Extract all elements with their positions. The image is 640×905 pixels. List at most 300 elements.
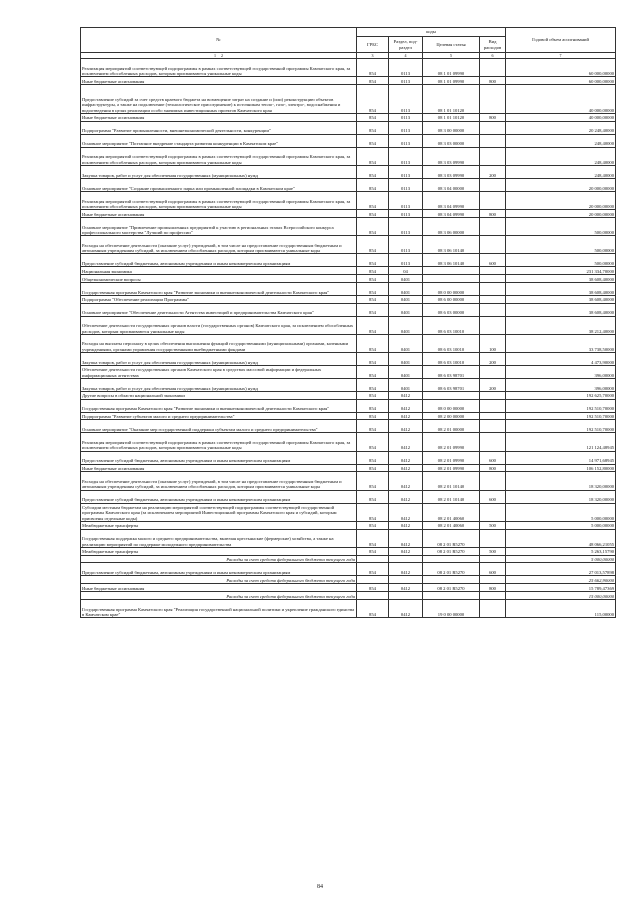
col-header-razdel: Раздел, под-раздел [389, 37, 423, 53]
row-razdel: 0412 [389, 391, 423, 399]
row-grbs: 854 [357, 378, 389, 391]
table-row [81, 529, 616, 547]
row-cs: 08 3 06 10140 [423, 235, 480, 253]
row-cs: 08 3 04 00000 [423, 178, 480, 191]
row-grbs: 854 [357, 503, 389, 521]
row-grbs: 854 [357, 217, 389, 235]
row-sum: 15 000,00000 [506, 592, 616, 600]
table-row [81, 399, 616, 412]
table-row [81, 503, 616, 521]
row-razdel: 0412 [389, 599, 423, 617]
row-sum: 4 473,90000 [506, 352, 616, 365]
row-sum: 396,00000 [506, 365, 616, 378]
table-row [81, 191, 616, 209]
table-row [81, 165, 616, 178]
table-row [81, 147, 616, 165]
row-cs: 08 2 01 R5270 [423, 547, 480, 555]
row-sum: 60 000,00000 [506, 59, 616, 77]
row-razdel: 0113 [389, 113, 423, 121]
table-row [81, 563, 616, 576]
row-sum: 18 320,00000 [506, 490, 616, 503]
row-cs [423, 592, 480, 600]
row-vr [480, 391, 506, 399]
row-name: Закупка товаров, работ и услуг для обеспечения государственных (муниципальных) нужд [81, 352, 357, 365]
row-name: Расходы на обеспечение деятельности (оказание услуг) учреждений, в том числе на предоставление государственным бюджетным и автономным учреждениям субсидий, за исключением обособленных расходов, которым присваиваются уникальные коды [81, 235, 357, 253]
row-razdel: 0113 [389, 77, 423, 85]
row-cs [423, 391, 480, 399]
row-name: Иные бюджетные ассигнования [81, 584, 357, 592]
row-vr: 800 [480, 464, 506, 472]
row-name: Закупка товаров, работ и услуг для обеспечения государственных (муниципальных) нужд [81, 165, 357, 178]
row-grbs [357, 555, 389, 563]
row-razdel: 0113 [389, 178, 423, 191]
row-sum: 248,40000 [506, 134, 616, 147]
row-grbs: 854 [357, 334, 389, 352]
row-sum: 231 334,70000 [506, 267, 616, 275]
row-vr [480, 599, 506, 617]
table-row [81, 365, 616, 378]
row-cs: 08 6 03 10010 [423, 352, 480, 365]
row-grbs: 854 [357, 147, 389, 165]
table-row [81, 352, 616, 365]
table-row [81, 490, 616, 503]
row-name: Иные бюджетные ассигнования [81, 464, 357, 472]
col-num-4: 4 [389, 53, 423, 59]
row-razdel: 0412 [389, 547, 423, 555]
row-razdel: 0412 [389, 472, 423, 490]
row-name: Государственная программа Камчатского края "Развитие экономики и внешнеэкономической деятельности Камчатского края" [81, 282, 357, 295]
row-razdel: 0113 [389, 165, 423, 178]
table-row [81, 295, 616, 303]
row-vr [480, 274, 506, 282]
row-vr [480, 529, 506, 547]
row-vr: 200 [480, 352, 506, 365]
row-vr [480, 85, 506, 114]
col-header-number: № [81, 28, 357, 53]
row-name: Предоставление субсидий бюджетным, автономным учреждениям и иным некоммерческим организациям [81, 490, 357, 503]
table-row [81, 599, 616, 617]
row-cs: 08 3 06 10140 [423, 254, 480, 267]
row-name: Обеспечение деятельности государственных органов Камчатского края в средствах массовой информации и федеральных информационных агентствах [81, 365, 357, 378]
row-vr [480, 399, 506, 412]
row-sum: 27 013,57898 [506, 563, 616, 576]
row-vr [480, 178, 506, 191]
row-grbs: 854 [357, 365, 389, 378]
row-grbs: 854 [357, 563, 389, 576]
row-grbs: 854 [357, 420, 389, 433]
row-cs: 08 3 04 09990 [423, 209, 480, 217]
col-num-7: 7 [506, 53, 616, 59]
table-row [81, 282, 616, 295]
row-cs: 08 1 01 09990 [423, 77, 480, 85]
row-sum: 115,00000 [506, 599, 616, 617]
row-name: Основное мероприятие "Оказание мер государственной поддержки субъектам малого и среднего предпринимательства" [81, 420, 357, 433]
row-name: Предоставление субсидий бюджетным, автономным учреждениям и иным некоммерческим организациям [81, 563, 357, 576]
row-name: Расходы на выплаты персоналу в целях обеспечения выполнения функций государственными (муниципальными) органами, казенными учреждениями, органами управления государственными внебюджетными фондами [81, 334, 357, 352]
row-name: Предоставление субсидий бюджетным, автономным учреждениям и иным некоммерческим организациям [81, 254, 357, 267]
table-body [81, 59, 616, 618]
row-vr: 500 [480, 521, 506, 529]
row-vr [480, 316, 506, 334]
row-razdel [389, 555, 423, 563]
table-row [81, 254, 616, 267]
row-sum: 5 000,00000 [506, 521, 616, 529]
row-razdel: 0401 [389, 365, 423, 378]
table-row [81, 433, 616, 451]
row-razdel: 0412 [389, 399, 423, 412]
row-grbs: 854 [357, 316, 389, 334]
row-razdel: 0113 [389, 209, 423, 217]
row-grbs: 854 [357, 77, 389, 85]
row-vr [480, 282, 506, 295]
table-row [81, 334, 616, 352]
row-name: Межбюджетные трансферты [81, 547, 357, 555]
row-sum: 38 608,40000 [506, 274, 616, 282]
row-razdel: 0401 [389, 282, 423, 295]
row-sum: 192 510,70000 [506, 420, 616, 433]
table-row [81, 267, 616, 275]
row-name: Иные бюджетные ассигнования [81, 113, 357, 121]
row-cs: 19 0 00 00000 [423, 599, 480, 617]
row-sum: 14 971,68945 [506, 451, 616, 464]
row-grbs: 854 [357, 412, 389, 420]
table-row [81, 420, 616, 433]
row-grbs: 854 [357, 209, 389, 217]
row-name: Подпрограмма "Развитие промышленности, внешнеэкономической деятельности, конкуренции" [81, 121, 357, 134]
row-grbs: 854 [357, 282, 389, 295]
row-cs: 08 3 03 09990 [423, 147, 480, 165]
row-name: Государственная поддержка малого и среднего предпринимательства, включая крестьянские (фермерские) хозяйства, а также на реализацию мероприятий по поддержке молодежного предпринимательства [81, 529, 357, 547]
row-vr: 600 [480, 563, 506, 576]
table-row [81, 451, 616, 464]
row-razdel: 0412 [389, 464, 423, 472]
col-num-3: 3 [357, 53, 389, 59]
row-razdel: 0113 [389, 85, 423, 114]
row-cs: 08 2 01 R5270 [423, 584, 480, 592]
row-razdel: 0401 [389, 334, 423, 352]
table-row [81, 584, 616, 592]
col-num-6: 6 [480, 53, 506, 59]
row-vr [480, 59, 506, 77]
row-name: Иные бюджетные ассигнования [81, 209, 357, 217]
row-cs: 08 2 01 40060 [423, 521, 480, 529]
row-razdel: 0113 [389, 217, 423, 235]
row-cs: 08 1 01 10120 [423, 113, 480, 121]
row-sum: 500,00000 [506, 217, 616, 235]
row-name: Основное мероприятие "Создание промышленного парка или промышленной площадки в Камчатском крае" [81, 178, 357, 191]
table-row [81, 555, 616, 563]
row-grbs: 854 [357, 165, 389, 178]
table-row [81, 209, 616, 217]
row-cs: 08 3 06 00000 [423, 217, 480, 235]
row-cs: 08 2 01 40060 [423, 503, 480, 521]
row-vr [480, 303, 506, 316]
row-sum: 25 662,90000 [506, 576, 616, 584]
row-name: Реализация мероприятий соответствующей подпрограммы в рамках соответствующей государственной программы Камчатского края, за исключением обособленных расходов, которым присваиваются уникальные коды [81, 147, 357, 165]
row-name: Основное мероприятие "Поэтапное внедрение стандарта развития конкуренции в Камчатском крае" [81, 134, 357, 147]
row-vr: 800 [480, 209, 506, 217]
row-vr: 500 [480, 547, 506, 555]
row-grbs: 854 [357, 59, 389, 77]
row-vr: 800 [480, 584, 506, 592]
row-name: Основное мероприятие "Обеспечение деятельности Агентства инвестиций и предпринимательства Камчатского края" [81, 303, 357, 316]
row-name: Реализация мероприятий соответствующей подпрограммы в рамках соответствующей государственной программы Камчатского края, за исключением обособленных расходов, которым присваиваются уникальные коды [81, 433, 357, 451]
row-name: Предоставление субсидий за счет средств краевого бюджета на возмещение затрат на создание и (или) реконструкцию объектов инфраструктуры, а также на подключение (технологическое присоединение) к источникам тепло-, газо-, электро-, водоснабжения и водоотведения в целях реализации особо значимых инвестиционных проектов Камчатского края [81, 85, 357, 114]
row-sum: 40 000,00000 [506, 113, 616, 121]
table-row [81, 303, 616, 316]
row-sum: 500,00000 [506, 235, 616, 253]
row-vr [480, 433, 506, 451]
col-header-grbs: ГРБС [357, 37, 389, 53]
row-cs: 08 6 03 10010 [423, 316, 480, 334]
row-vr [480, 503, 506, 521]
row-razdel: 0412 [389, 490, 423, 503]
row-cs: 08 1 01 10120 [423, 85, 480, 114]
row-sum: 20 248,40000 [506, 121, 616, 134]
row-vr [480, 420, 506, 433]
row-grbs: 854 [357, 464, 389, 472]
row-grbs [357, 592, 389, 600]
row-grbs: 854 [357, 134, 389, 147]
table-row [81, 113, 616, 121]
row-cs: 08 2 01 10140 [423, 490, 480, 503]
row-cs: 08 2 00 00000 [423, 412, 480, 420]
row-vr [480, 217, 506, 235]
row-vr [480, 576, 506, 584]
row-sum: 38 608,40000 [506, 295, 616, 303]
row-sum: 5 000,00000 [506, 555, 616, 563]
row-name: Подпрограмма "Обеспечение реализации Программы" [81, 295, 357, 303]
row-name: Расходы за счет средств федерального бюджета текущего года [81, 555, 357, 563]
table-row [81, 521, 616, 529]
row-razdel: 0113 [389, 254, 423, 267]
col-num-1: 1 2 [81, 53, 357, 59]
row-vr [480, 295, 506, 303]
row-razdel [389, 592, 423, 600]
row-sum: 500,00000 [506, 254, 616, 267]
row-razdel: 0113 [389, 121, 423, 134]
row-razdel: 0401 [389, 316, 423, 334]
row-sum: 396,00000 [506, 378, 616, 391]
row-cs: 08 6 03 98701 [423, 365, 480, 378]
row-sum: 192 510,70000 [506, 399, 616, 412]
row-name: Государственная программа Камчатского края "Реализация государственной национальной политики и укрепление гражданского единства в Камчатском крае" [81, 599, 357, 617]
row-grbs: 854 [357, 599, 389, 617]
row-razdel: 04 [389, 267, 423, 275]
row-name: Государственная программа Камчатского края "Развитие экономики и внешнеэкономической деятельности Камчатского края" [81, 399, 357, 412]
row-razdel: 0412 [389, 521, 423, 529]
row-grbs: 854 [357, 547, 389, 555]
table-row [81, 576, 616, 584]
table-row [81, 235, 616, 253]
row-sum: 248,40000 [506, 147, 616, 165]
row-vr [480, 191, 506, 209]
row-cs: 08 2 01 09990 [423, 451, 480, 464]
budget-table [80, 27, 616, 618]
row-cs: 08 2 01 09990 [423, 464, 480, 472]
row-name: Расходы на обеспечение деятельности (оказание услуг) учреждений, в том числе на предоставление государственным бюджетным и автономным учреждениям субсидий, за исключением обособленных расходов, которым присваиваются уникальные коды [81, 472, 357, 490]
row-grbs: 854 [357, 303, 389, 316]
row-sum: 20 000,00000 [506, 191, 616, 209]
row-vr: 200 [480, 378, 506, 391]
row-cs: 08 6 00 00000 [423, 295, 480, 303]
row-vr: 600 [480, 254, 506, 267]
row-razdel: 0113 [389, 134, 423, 147]
row-sum: 5 000,00000 [506, 503, 616, 521]
row-razdel: 0113 [389, 59, 423, 77]
col-num-5: 5 [423, 53, 480, 59]
row-name: Подпрограмма "Развитие субъектов малого и среднего предпринимательства" [81, 412, 357, 420]
row-grbs: 854 [357, 391, 389, 399]
row-sum: 192 510,70000 [506, 412, 616, 420]
row-razdel: 0401 [389, 378, 423, 391]
row-cs: 08 3 03 09990 [423, 165, 480, 178]
row-sum: 60 000,00000 [506, 77, 616, 85]
row-name: Обеспечение деятельности государственных органов власти (государственных органов) Камчатского края, за исключением обособленных расходов, которым присваиваются уникальные коды [81, 316, 357, 334]
table-row [81, 412, 616, 420]
row-cs: 08 1 01 09990 [423, 59, 480, 77]
row-grbs: 854 [357, 191, 389, 209]
row-vr [480, 267, 506, 275]
row-grbs [357, 576, 389, 584]
row-grbs: 854 [357, 178, 389, 191]
row-vr [480, 365, 506, 378]
row-grbs: 854 [357, 472, 389, 490]
row-grbs: 854 [357, 490, 389, 503]
row-cs: 08 2 01 00000 [423, 420, 480, 433]
table-row [81, 178, 616, 191]
row-vr: 100 [480, 334, 506, 352]
col-header-vr: Вид расходов [480, 37, 506, 53]
row-vr [480, 592, 506, 600]
row-sum: 40 000,00000 [506, 85, 616, 114]
row-sum: 20 000,00000 [506, 209, 616, 217]
row-cs: 08 6 03 10010 [423, 334, 480, 352]
row-vr: 600 [480, 490, 506, 503]
row-cs: 08 2 01 09990 [423, 433, 480, 451]
row-name: Закупка товаров, работ и услуг для обеспечения государственных (муниципальных) нужд [81, 378, 357, 391]
row-name: Иные бюджетные ассигнования [81, 77, 357, 85]
table-row [81, 217, 616, 235]
row-name: Субсидии местным бюджетам на реализацию мероприятий соответствующей подпрограммы соответствующей государственной программы Камчатского края (за исключением мероприятий Инвестиционной программы Камчатского края и субсидий, которым присвоены отдельные коды) [81, 503, 357, 521]
row-cs: 08 0 00 00000 [423, 399, 480, 412]
row-name: Основное мероприятие "Привлечение промышленных предприятий к участию в региональных этапах Всероссийского конкурса профессионального мастерства "Лучший по профессии" [81, 217, 357, 235]
row-sum: 38 608,40000 [506, 282, 616, 295]
row-razdel: 0412 [389, 563, 423, 576]
table-row [81, 316, 616, 334]
table-row [81, 464, 616, 472]
table-row [81, 391, 616, 399]
row-cs: 08 2 01 R5270 [423, 563, 480, 576]
table-row [81, 592, 616, 600]
row-cs [423, 555, 480, 563]
row-cs: 08 3 04 09990 [423, 191, 480, 209]
row-razdel: 0412 [389, 503, 423, 521]
row-grbs: 854 [357, 267, 389, 275]
row-sum: 33 738,50000 [506, 334, 616, 352]
row-razdel: 0412 [389, 529, 423, 547]
row-grbs: 854 [357, 433, 389, 451]
row-grbs: 854 [357, 274, 389, 282]
row-razdel: 0113 [389, 235, 423, 253]
row-grbs: 854 [357, 451, 389, 464]
row-grbs: 854 [357, 352, 389, 365]
row-cs [423, 274, 480, 282]
row-vr [480, 147, 506, 165]
row-name: Расходы за счет средств федерального бюджета текущего года [81, 576, 357, 584]
row-sum: 38 608,40000 [506, 303, 616, 316]
row-sum: 38 212,40000 [506, 316, 616, 334]
row-sum: 15 789,47369 [506, 584, 616, 592]
row-cs: 08 2 01 R5270 [423, 529, 480, 547]
row-vr [480, 121, 506, 134]
row-razdel: 0401 [389, 352, 423, 365]
row-razdel: 0401 [389, 295, 423, 303]
row-vr [480, 472, 506, 490]
row-sum: 48 066,21055 [506, 529, 616, 547]
row-grbs: 854 [357, 295, 389, 303]
row-razdel: 0401 [389, 303, 423, 316]
row-name: Общеэкономические вопросы [81, 274, 357, 282]
row-name: Расходы за счет средств федерального бюджета текущего года [81, 592, 357, 600]
row-razdel: 0113 [389, 191, 423, 209]
row-vr: 800 [480, 113, 506, 121]
row-vr: 600 [480, 451, 506, 464]
row-vr: 800 [480, 77, 506, 85]
row-cs [423, 576, 480, 584]
row-grbs: 854 [357, 113, 389, 121]
row-sum: 20 000,00000 [506, 178, 616, 191]
row-cs: 08 0 00 00000 [423, 282, 480, 295]
row-name: Предоставление субсидий бюджетным, автономным учреждениям и иным некоммерческим организациям [81, 451, 357, 464]
row-cs [423, 267, 480, 275]
row-name: Межбюджетные трансферты [81, 521, 357, 529]
row-name: Другие вопросы в области национальной экономики [81, 391, 357, 399]
row-grbs: 854 [357, 85, 389, 114]
table-row [81, 134, 616, 147]
row-sum: 248,40000 [506, 165, 616, 178]
row-cs: 08 6 03 00000 [423, 303, 480, 316]
table-row [81, 59, 616, 77]
col-header-codes: коды [357, 28, 506, 37]
row-vr [480, 235, 506, 253]
row-vr [480, 412, 506, 420]
row-sum: 106 152,80000 [506, 464, 616, 472]
row-razdel: 0412 [389, 433, 423, 451]
row-sum: 5 263,15790 [506, 547, 616, 555]
page-number: 84 [317, 884, 323, 890]
table-row [81, 274, 616, 282]
row-razdel: 0412 [389, 420, 423, 433]
row-cs: 08 2 01 10140 [423, 472, 480, 490]
row-vr [480, 555, 506, 563]
row-grbs: 854 [357, 521, 389, 529]
row-razdel [389, 576, 423, 584]
col-header-sum: Годовой объем ассигнований [506, 28, 616, 53]
row-grbs: 854 [357, 254, 389, 267]
row-razdel: 0412 [389, 412, 423, 420]
row-name: Реализация мероприятий соответствующей подпрограммы в рамках соответствующей государственной программы Камчатского края, за исключением обособленных расходов, которым присваиваются уникальные коды [81, 191, 357, 209]
table-row [81, 378, 616, 391]
row-cs: 08 3 03 00000 [423, 134, 480, 147]
row-grbs: 854 [357, 121, 389, 134]
table-row [81, 85, 616, 114]
row-sum: 192 625,70000 [506, 391, 616, 399]
row-name: Национальная экономика [81, 267, 357, 275]
row-grbs: 854 [357, 235, 389, 253]
row-vr: 200 [480, 165, 506, 178]
table-row [81, 547, 616, 555]
